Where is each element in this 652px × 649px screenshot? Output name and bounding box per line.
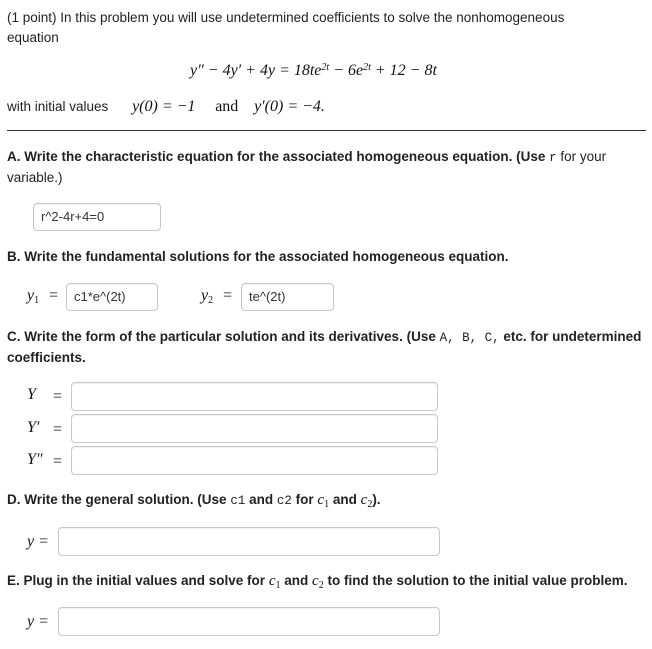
part-e-text: E. Plug in the initial values and solve for — [7, 573, 266, 588]
section-divider — [7, 130, 646, 131]
part-d-c2-code: c2 — [276, 494, 292, 508]
particular-Y-equals: = — [53, 388, 63, 405]
equation-middle: − 6e — [329, 62, 364, 79]
part-e-c2-subscript: 2 — [318, 580, 324, 591]
problem-intro-line1: (1 point) In this problem you will use undetermined coefficients to solve the nonhomogeneous — [7, 10, 565, 25]
equation-exponent-1: 2t — [321, 62, 330, 73]
part-c-question — [7, 327, 647, 368]
general-solution-label: y = — [27, 533, 49, 550]
ivp-solution-label: y = — [27, 613, 49, 630]
ivp-solution-input[interactable] — [58, 607, 440, 636]
part-b-question: B. Write the fundamental solutions for the associated homogeneous equation. — [7, 249, 509, 264]
part-d-c1-subscript: 1 — [324, 499, 330, 510]
part-e-c1-letter: c — [268, 573, 276, 589]
y2-label — [201, 287, 213, 306]
particular-Ydoubleprime-equals: = — [53, 453, 63, 470]
part-d-c1-symbol — [317, 492, 329, 508]
particular-Y-label: Y — [27, 386, 36, 403]
part-d-c1-letter: c — [317, 492, 325, 508]
part-d-text: D. Write the general solution. (Use — [7, 492, 227, 507]
part-e-c1-subscript: 1 — [275, 580, 281, 591]
part-a-text-line2: variable.) — [7, 170, 63, 185]
y1-label — [27, 287, 39, 306]
part-e-and: and — [284, 573, 309, 588]
initial-condition-2: y′(0) = −4. — [254, 98, 325, 115]
part-c-text: C. Write the form of the particular solution and its derivatives. (Use — [7, 329, 436, 344]
main-equation — [190, 62, 437, 80]
part-a-text-b: for your — [560, 149, 607, 164]
y1-input[interactable]: c1*e^(2t) — [66, 283, 158, 311]
y2-symbol: y — [201, 287, 209, 304]
equation-rhs: + 12 − 8t — [370, 62, 437, 79]
initial-values-label: with initial values — [7, 99, 109, 114]
part-a-question — [7, 147, 647, 188]
initial-condition-1: y(0) = −1 — [132, 98, 196, 115]
part-e-c2-letter: c — [312, 573, 319, 589]
part-a-text: A. Write the characteristic equation for the associated homogeneous equation. (Use — [7, 149, 546, 164]
initial-and: and — [215, 98, 239, 115]
part-e-c1-symbol — [269, 573, 281, 589]
part-d-and2: and — [332, 492, 357, 507]
particular-Ydoubleprime-label: Y″ — [27, 451, 43, 468]
part-e-question — [7, 571, 627, 596]
particular-Yprime-label: Y′ — [27, 419, 40, 436]
particular-Yprime-input[interactable] — [71, 414, 438, 443]
part-d-c2-subscript: 2 — [367, 499, 373, 510]
y2-equals: = — [223, 287, 233, 304]
y1-equals: = — [49, 287, 59, 304]
equation-lhs: y″ − 4y′ + 4y = 18te — [190, 62, 322, 79]
part-e-text-b: to find the solution to the initial value problem. — [327, 573, 628, 588]
initial-values — [7, 97, 325, 117]
part-d-and: and — [249, 492, 274, 507]
particular-Yprime-equals: = — [53, 421, 63, 438]
equation-exponent-2: 2t — [363, 62, 371, 73]
part-d-close: ). — [372, 492, 381, 507]
part-a-variable: r — [549, 151, 557, 165]
y2-input[interactable]: te^(2t) — [241, 283, 334, 311]
y1-subscript: 1 — [34, 295, 40, 306]
general-solution-input[interactable] — [58, 527, 440, 556]
y1-symbol: y — [27, 287, 35, 304]
part-c-codes: A, B, C, — [439, 331, 500, 345]
part-e-c2-symbol — [312, 573, 324, 589]
part-d-question — [7, 490, 381, 515]
part-d-c2-letter: c — [360, 492, 368, 508]
y2-subscript: 2 — [208, 295, 214, 306]
part-d-for: for — [295, 492, 314, 507]
part-c-text-line2: coefficients. — [7, 350, 86, 365]
part-c-text-b: etc. for undetermined — [503, 329, 642, 344]
particular-Y-input[interactable] — [71, 382, 438, 411]
problem-intro — [7, 8, 564, 48]
characteristic-equation-input[interactable]: r^2-4r+4=0 — [33, 203, 161, 231]
part-d-c2-symbol — [361, 492, 373, 508]
particular-Ydoubleprime-input[interactable] — [71, 446, 438, 475]
problem-intro-line2: equation — [7, 30, 59, 45]
part-d-c1-code: c1 — [230, 494, 246, 508]
